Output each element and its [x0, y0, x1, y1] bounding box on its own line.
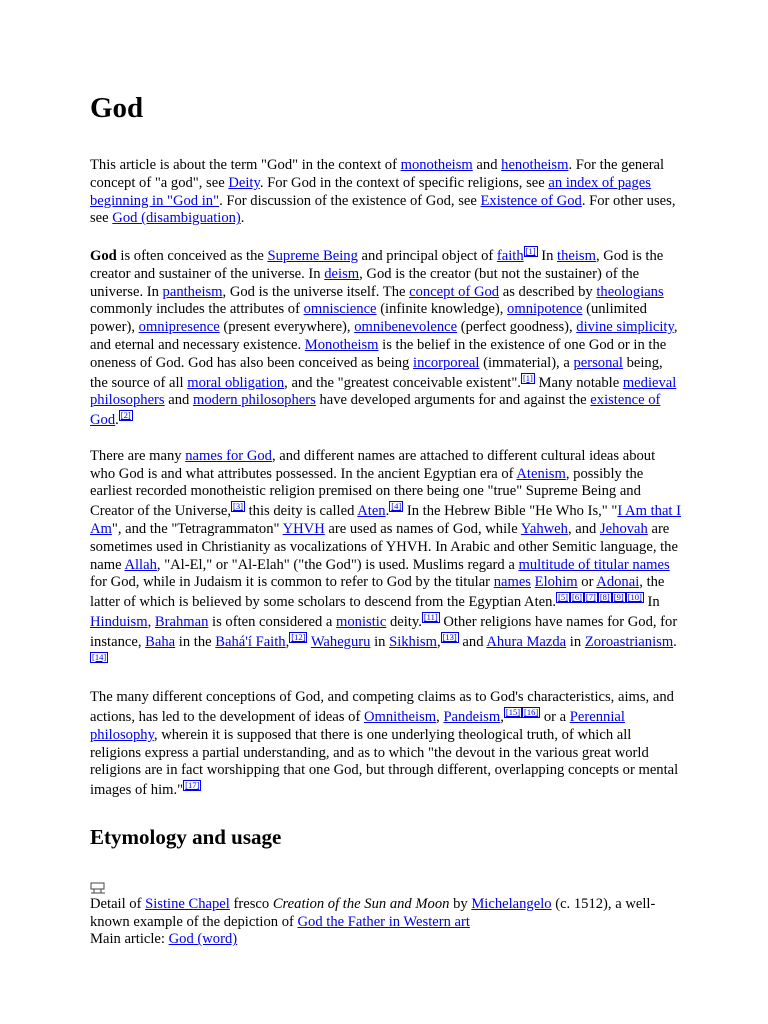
- text: Other religions have names for God, for instance,: [90, 613, 678, 650]
- text: and: [458, 633, 487, 650]
- text: , God is the creator (but not the sustainer) of the universe. In: [90, 265, 640, 300]
- citation[interactable]: [521, 373, 535, 383]
- text: ,: [436, 708, 444, 725]
- text: .: [115, 412, 119, 429]
- link-michelangelo[interactable]: Michelangelo: [471, 895, 552, 912]
- link-atenism[interactable]: Atenism: [516, 465, 566, 482]
- text: , and: [567, 520, 600, 537]
- citation[interactable]: [524, 246, 538, 256]
- image-placeholder-icon[interactable]: [90, 882, 106, 894]
- link-aten[interactable]: Aten: [357, 503, 386, 520]
- text: fresco: [229, 895, 273, 912]
- citation-link[interactable]: [8]: [599, 592, 610, 603]
- text: . For discussion of the existence of God, see: [219, 192, 481, 209]
- link-deism[interactable]: deism: [324, 265, 360, 282]
- citation-link[interactable]: [2]: [120, 410, 131, 421]
- citation-link[interactable]: [13]: [442, 631, 457, 642]
- link-names[interactable]: names: [493, 574, 531, 591]
- citation-link[interactable]: [4]: [391, 501, 402, 512]
- link-ahura-mazda[interactable]: Ahura Mazda: [486, 633, 567, 650]
- text: in the: [175, 633, 216, 650]
- link-pandeism[interactable]: Pandeism: [443, 708, 501, 725]
- link-yahweh[interactable]: Yahweh: [520, 520, 568, 537]
- text: deity.: [386, 613, 422, 630]
- text: for God, while in Judaism it is common to refer to God by the titular: [90, 574, 494, 591]
- text: this deity is called: [244, 503, 358, 520]
- section-heading-etymology: Etymology and usage: [90, 824, 282, 849]
- text: are sometimes used in Christianity as vocalizations of YHVH. In Arabic and other Semitic language, the name: [90, 520, 678, 573]
- link-omniscience[interactable]: omniscience: [303, 301, 377, 318]
- link-monistic[interactable]: monistic: [336, 613, 387, 630]
- text: is often conceived as the: [116, 247, 268, 264]
- hatnote: [90, 157, 682, 228]
- citation-link[interactable]: [17]: [185, 780, 200, 791]
- link-deity[interactable]: Deity: [228, 174, 260, 191]
- text: as described by: [499, 283, 597, 300]
- link-names-for-god[interactable]: names for God: [185, 447, 272, 464]
- link-bahai-faith[interactable]: Bahá'í Faith: [215, 633, 286, 650]
- text: In the Hebrew Bible "He Who Is," ": [403, 503, 618, 520]
- link-supreme-being[interactable]: Supreme Being: [267, 247, 358, 264]
- text: This article is about the term "God" in the context of: [90, 157, 401, 173]
- text: .: [240, 210, 245, 227]
- main-article-note: [90, 931, 682, 949]
- citation-link[interactable]: [5]: [558, 592, 568, 603]
- link-elohim[interactable]: Elohim: [534, 574, 578, 591]
- link-sikhism[interactable]: Sikhism: [389, 633, 437, 650]
- figure-caption: [90, 896, 682, 932]
- text: Detail of: [90, 895, 146, 912]
- text: (infinite knowledge),: [376, 301, 508, 318]
- paragraph-names: [90, 448, 682, 672]
- text: , "Al-El," or "Al-Elah" ("the God") is used. Muslims regard a: [156, 556, 519, 573]
- text: being, the source of all: [90, 354, 663, 391]
- link-waheguru[interactable]: Waheguru: [310, 633, 371, 650]
- link-faith[interactable]: faith: [496, 247, 524, 264]
- link-zoroastrianism[interactable]: Zoroastrianism: [584, 633, 674, 650]
- text: (immaterial), a: [479, 354, 574, 371]
- link-omnipotence[interactable]: omnipotence: [507, 301, 583, 318]
- link-god-disambiguation[interactable]: God (disambiguation): [112, 210, 241, 227]
- citation-link[interactable]: [7]: [585, 592, 596, 603]
- text: are used as names of God, while: [324, 520, 521, 537]
- link-theologians[interactable]: theologians: [596, 283, 664, 300]
- page-title: God: [90, 92, 144, 124]
- citation-link[interactable]: [10]: [627, 592, 642, 603]
- link-omnibenevolence[interactable]: omnibenevolence: [354, 319, 458, 336]
- text: is the belief in the existence of one God or in the oneness of God. God has also been conceived as being: [90, 336, 667, 371]
- citation-link[interactable]: [12]: [291, 631, 306, 642]
- text: , possibly the earliest recorded monotheistic religion premised on there being one "true" Supreme Being and Creator of the Universe,: [90, 465, 644, 520]
- text: is often considered a: [208, 613, 337, 630]
- text: have developed arguments for and against the: [315, 392, 591, 409]
- citation[interactable]: [422, 612, 440, 622]
- text: , the latter of which is believed by some scholars to descend from the Egyptian Aten.: [90, 574, 665, 611]
- link-moral-obligation[interactable]: moral obligation: [187, 374, 285, 391]
- link-personal[interactable]: personal: [573, 354, 623, 371]
- link-medieval-philosophers[interactable]: medieval philosophers: [90, 374, 677, 409]
- text: Main article:: [90, 931, 169, 948]
- link-god-the-father[interactable]: God the Father in Western art: [297, 913, 470, 930]
- artwork-title: Creation of the Sun and Moon: [272, 895, 450, 912]
- link-jehovah[interactable]: Jehovah: [599, 520, 648, 537]
- link-henotheism[interactable]: henotheism: [501, 157, 569, 173]
- text: .: [385, 503, 390, 520]
- citation-link[interactable]: [9]: [613, 592, 624, 603]
- figure: [90, 882, 682, 949]
- text: (perfect goodness),: [457, 319, 577, 336]
- paragraph-intro: [90, 246, 682, 430]
- link-omnitheism[interactable]: Omnitheism: [363, 708, 437, 725]
- link-god-word[interactable]: God (word): [168, 931, 238, 948]
- text: . For other uses, see: [90, 192, 676, 227]
- text: The many different conceptions of God, and competing claims as to God's characteristics, aims, and actions, has led to the development of ideas of: [90, 689, 674, 725]
- citation-link[interactable]: [1]: [525, 245, 536, 256]
- link-index-god-in[interactable]: an index of pages beginning in "God in": [90, 174, 651, 209]
- link-allah[interactable]: Allah: [124, 556, 157, 573]
- link-concept-of-god[interactable]: concept of God: [409, 283, 500, 300]
- link-adonai[interactable]: Adonai: [596, 574, 640, 591]
- text: , God is the universe itself. The: [222, 283, 410, 300]
- text: ,: [500, 708, 504, 725]
- text: in: [566, 633, 585, 650]
- citation[interactable]: [441, 632, 459, 642]
- link-existence-of-god-2[interactable]: existence of God: [90, 392, 661, 429]
- citation[interactable]: [90, 652, 108, 662]
- citation[interactable]: [504, 707, 540, 717]
- link-baha[interactable]: Baha: [145, 633, 176, 650]
- citation[interactable]: [556, 592, 644, 602]
- citation[interactable]: [183, 780, 201, 790]
- text: (unlimited power),: [90, 301, 647, 336]
- text: , and different names are attached to different cultural ideas about who God is and what attributes possessed. In the ancient Egyptian era of: [90, 447, 656, 482]
- text: or a: [540, 708, 570, 725]
- article: [90, 88, 682, 949]
- link-pantheism[interactable]: pantheism: [162, 283, 223, 300]
- citation[interactable]: [231, 501, 245, 511]
- citation-link[interactable]: [11]: [423, 611, 438, 622]
- text: and: [472, 157, 502, 173]
- citation[interactable]: [289, 632, 307, 642]
- link-yhvh[interactable]: YHVH: [282, 520, 325, 537]
- citation-link[interactable]: [15]: [505, 706, 521, 717]
- text: There are many: [90, 447, 186, 464]
- text: in: [370, 633, 390, 650]
- citation-link[interactable]: [6]: [572, 592, 582, 603]
- citation[interactable]: [389, 501, 403, 511]
- text: , and eternal and necessary existence.: [90, 319, 678, 353]
- bold-term: God: [90, 247, 117, 264]
- citation-link[interactable]: [3]: [233, 501, 243, 512]
- text: (present everywhere),: [219, 319, 355, 336]
- text: . For the general concept of "a god", see: [90, 157, 665, 191]
- text: by: [449, 895, 472, 912]
- link-incorporeal[interactable]: incorporeal: [413, 354, 480, 371]
- text: .: [673, 633, 677, 650]
- citation-link[interactable]: [1]: [522, 372, 533, 383]
- text: commonly includes the attributes of: [90, 301, 304, 318]
- text: , and the "greatest conceivable existent".: [284, 374, 521, 391]
- citation-link[interactable]: [14]: [92, 651, 107, 662]
- text: ,: [285, 633, 290, 650]
- text: or: [577, 574, 597, 591]
- citation-link[interactable]: [16]: [524, 706, 539, 717]
- link-modern-philosophers[interactable]: modern philosophers: [192, 392, 316, 409]
- text: In: [643, 594, 660, 611]
- link-perennial-philosophy[interactable]: Perennial philosophy: [90, 708, 625, 743]
- text: and: [164, 392, 193, 409]
- text: Many notable: [534, 374, 623, 391]
- link-monotheism-2[interactable]: Monotheism: [304, 336, 379, 353]
- link-sistine-chapel[interactable]: Sistine Chapel: [145, 895, 230, 912]
- text: and principal object of: [357, 247, 497, 264]
- text: , God is the creator and sustainer of the universe. In: [90, 247, 664, 282]
- link-brahman[interactable]: Brahman: [154, 613, 209, 630]
- text: (c. 1512), a well-known example of the depiction of: [90, 895, 656, 930]
- link-monotheism[interactable]: monotheism: [400, 157, 473, 173]
- link-hinduism[interactable]: Hinduism: [90, 613, 148, 630]
- text: , wherein it is supposed that there is one underlying theological truth, of which all religions express a partial understanding, and as to which "the devout in the various great world religions are in fact worshipping that one God, but through different, overlapping concepts or mental images of him.": [90, 726, 679, 799]
- link-titular-names[interactable]: multitude of titular names: [518, 556, 670, 573]
- text: ,: [436, 633, 441, 650]
- link-divine-simplicity[interactable]: divine simplicity: [576, 319, 674, 336]
- text: ", and the "Tetragrammaton": [111, 520, 283, 537]
- link-omnipresence[interactable]: omnipresence: [138, 319, 220, 336]
- text: . For God in the context of specific religions, see: [259, 174, 549, 191]
- link-i-am-that-i-am[interactable]: I Am that I Am: [90, 503, 681, 537]
- text: ,: [147, 613, 155, 630]
- text: In: [537, 247, 558, 264]
- citation[interactable]: [119, 410, 133, 420]
- paragraph-conceptions: [90, 689, 682, 800]
- link-existence-of-god[interactable]: Existence of God: [480, 192, 582, 209]
- link-theism[interactable]: theism: [557, 247, 596, 264]
